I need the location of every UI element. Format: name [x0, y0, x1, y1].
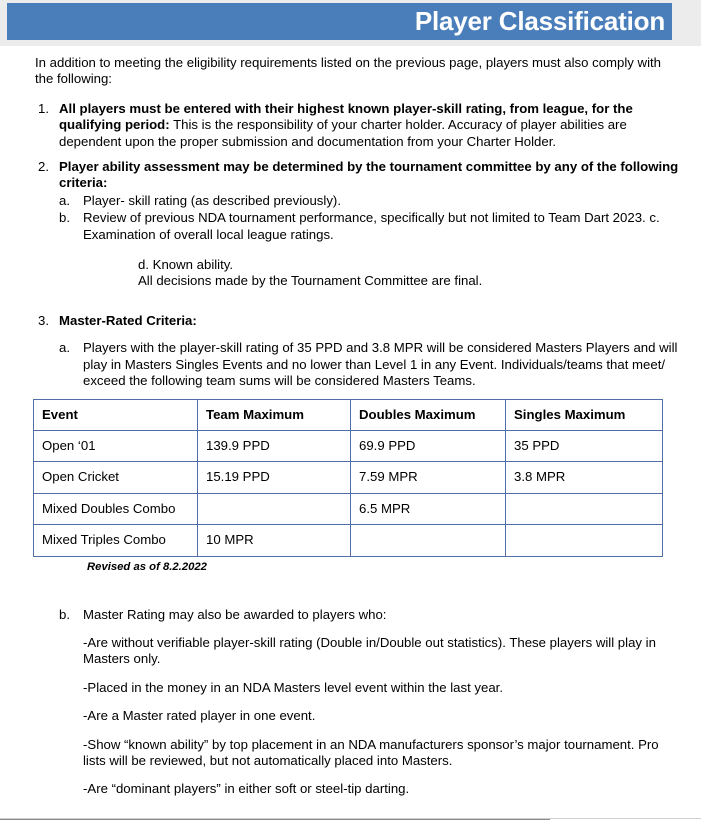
paragraph-spacer: [59, 243, 687, 257]
cell-doubles-maximum: 69.9 PPD: [351, 430, 506, 461]
list-item-2-bold-lead: Player ability assessment may be determined by the tournament committee by any of the following criteria:: [59, 159, 679, 191]
list-item-1-bold-lead: All players must be entered with their highest known player-skill rating, from league, for the qualifying period:: [59, 100, 633, 133]
section-b-bullet-5: -Are “dominant players” in either soft or steel-tip darting.: [83, 781, 410, 797]
cell-event: Mixed Triples Combo: [34, 525, 198, 556]
table-row: [34, 462, 663, 493]
banner-background: [7, 3, 672, 40]
table-header-team-maximum: Team Maximum: [198, 399, 351, 430]
document-body: [0, 46, 701, 798]
sub-marker-2a: a.: [59, 192, 70, 208]
section-b-heading-text: Master Rating may also be awarded to players who:: [83, 606, 387, 622]
intro-paragraph: In addition to meeting the eligibility requirements listed on the previous page, players must also comply with the following:: [35, 55, 662, 87]
table-header-event: Event: [34, 399, 198, 430]
cell-event: Open Cricket: [34, 462, 198, 493]
numbered-list: [0, 101, 701, 390]
sub-marker-3a: a.: [59, 340, 70, 356]
cell-singles-maximum: [506, 493, 663, 524]
sub-list-2: [59, 193, 687, 243]
list-item-1: [0, 101, 701, 150]
footer-divider-dark: [0, 819, 550, 820]
masters-team-sums-table: [33, 399, 663, 557]
table-row: [34, 525, 663, 556]
sub-item-2a-text: Player- skill rating (as described previously).: [83, 192, 341, 208]
cell-doubles-maximum: 6.5 MPR: [351, 493, 506, 524]
table-revision-note: Revised as of 8.2.2022: [87, 560, 207, 573]
table-header-doubles-maximum: Doubles Maximum: [351, 399, 506, 430]
cell-singles-maximum: 35 PPD: [506, 430, 663, 461]
list-marker-3: 3.: [38, 312, 49, 328]
list-item-3-bold-lead: Master-Rated Criteria:: [59, 312, 197, 328]
section-b-heading: [59, 607, 701, 623]
section-b-bullet-3: -Are a Master rated player in one event.: [83, 708, 316, 724]
cell-team-maximum: 139.9 PPD: [198, 430, 351, 461]
cell-singles-maximum: [506, 525, 663, 556]
page-title: Player Classification: [414, 6, 665, 36]
cell-team-maximum: 10 MPR: [198, 525, 351, 556]
table-header-singles-maximum: Singles Maximum: [506, 399, 663, 430]
sub-item-2a: [59, 193, 687, 209]
section-b-bullet-4: -Show “known ability” by top placement in an NDA manufacturers sponsor’s major tournament. Pro lists will be reviewed, but not automatically placed into Masters.: [83, 736, 659, 768]
sub-list-3: [59, 340, 687, 389]
cell-doubles-maximum: 7.59 MPR: [351, 462, 506, 493]
page-header-banner: [0, 0, 701, 46]
table-header-row: [34, 399, 663, 430]
section-b: [0, 607, 701, 798]
sub-item-2b: [59, 210, 687, 243]
list-item-2: [0, 159, 701, 290]
list-item-3: [0, 313, 701, 390]
section-b-bullet-2: -Placed in the money in an NDA Masters level event within the last year.: [83, 679, 504, 695]
final-decisions-line: All decisions made by the Tournament Committee are final.: [138, 273, 483, 289]
cell-event: Mixed Doubles Combo: [34, 493, 198, 524]
sub-marker-2b: b.: [59, 210, 70, 226]
table-row: [34, 430, 663, 461]
sub-item-3a: [59, 340, 687, 389]
table-row: [34, 493, 663, 524]
list-marker-1: 1.: [38, 100, 49, 116]
masters-team-sums-table-block: [0, 399, 701, 574]
list-item-1-text: This is the responsibility of your charter holder. Accuracy of player abilities are dependent upon the proper submission and documentation from your Charter Holder.: [59, 117, 627, 149]
list-marker-2: 2.: [38, 159, 49, 175]
section-b-marker: b.: [59, 606, 70, 622]
section-spacer: [0, 299, 701, 313]
cell-event: Open ‘01: [34, 430, 198, 461]
cell-team-maximum: 15.19 PPD: [198, 462, 351, 493]
sub-item-3a-text: Players with the player-skill rating of 35 PPD and 3.8 MPR will be considered Masters Players and will play in Masters Singles Events and no lower than Level 1 in any Event. Individuals/teams that meet/ exceed the following team sums will be considered Masters Teams.: [83, 340, 678, 389]
cell-singles-maximum: 3.8 MPR: [506, 462, 663, 493]
cell-doubles-maximum: [351, 525, 506, 556]
sub-item-2b-text: Review of previous NDA tournament performance, specifically but not limited to Team Dart 2023. c. Examination of overall local league ratings.: [83, 210, 660, 242]
section-b-bullet-1: -Are without verifiable player-skill rating (Double in/Double out statistics). These players will play in Masters only.: [83, 634, 656, 667]
cell-team-maximum: [198, 493, 351, 524]
sub-item-2d-line: d. Known ability.: [138, 257, 234, 273]
